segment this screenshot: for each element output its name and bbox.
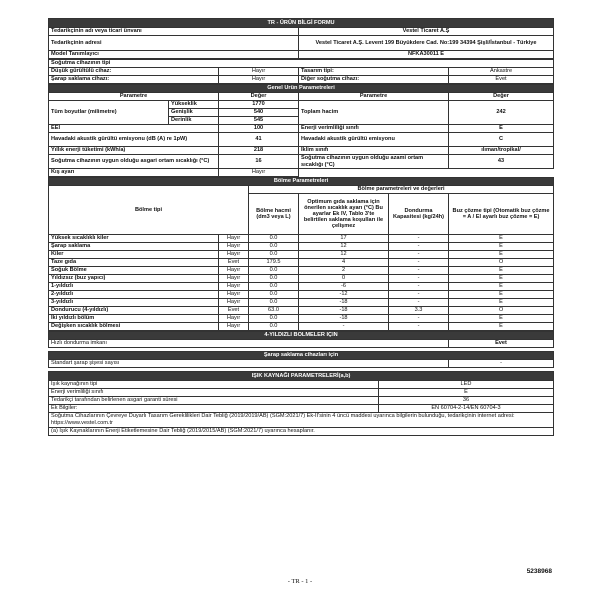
annual-energy-label: Yıllık enerji tüketimi (kWh/a) [49, 147, 219, 155]
general-col-param-2: Parametre [299, 93, 449, 101]
light-source-table [48, 371, 554, 436]
compartment-freeze: - [389, 275, 449, 283]
compartment-volume: 0.0 [249, 291, 299, 299]
compartment-name: Şarap saklama [49, 243, 219, 251]
compartment-present: Evet [219, 259, 249, 267]
table-row [49, 291, 554, 299]
compartment-temp: 12 [299, 243, 389, 251]
compartment-defrost: E [449, 315, 554, 323]
supplier-name-value: Vestel Ticaret A.Ş [299, 28, 554, 36]
table-row [49, 275, 554, 283]
compartment-present: Hayır [219, 275, 249, 283]
climate-class-value: ılıman/tropikal/ [449, 147, 554, 155]
total-volume-value: 242 [449, 101, 554, 125]
product-info-sheet [48, 18, 553, 436]
compartment-defrost: E [449, 235, 554, 243]
supplier-address-label: Tedarikçinin adresi [49, 36, 299, 51]
compartment-volume: 0.0 [249, 299, 299, 307]
compartment-group-header: Bölme parametreleri ve değerleri [249, 186, 554, 194]
compartment-freeze: - [389, 267, 449, 275]
model-value: NFKA30011 E [299, 51, 554, 59]
low-noise-label: Düşük gürültülü cihaz: [49, 68, 219, 76]
extra-info-value: EN 60704-2-14/EN 60704-3 [379, 405, 554, 413]
table-row [49, 307, 554, 315]
compartment-present: Hayır [219, 291, 249, 299]
compartment-defrost: O [449, 307, 554, 315]
page-number: - TR - 1 - [287, 578, 313, 585]
compartment-present: Hayır [219, 323, 249, 331]
compartment-name: Kiler [49, 251, 219, 259]
compartment-volume: 0.0 [249, 243, 299, 251]
table-row [49, 267, 554, 275]
energy-class-value: E [449, 125, 554, 133]
compartment-freeze: - [389, 283, 449, 291]
compartment-name: İki yıldızlı bölüm [49, 315, 219, 323]
compartment-temp-header: Optimum gıda saklama için önerilen sıcaklık ayarı (°C) Bu ayarlar Ek IV, Tablo 3'te belirtilen saklama koşulları ile çelişmez [299, 194, 389, 235]
compartment-defrost: E [449, 323, 554, 331]
compartment-name: Soğuk Bölme [49, 267, 219, 275]
blank-cell [299, 169, 554, 177]
wine-appliance-value: Hayır [219, 76, 299, 84]
total-volume-label: Toplam hacim [299, 101, 449, 125]
min-temp-label: Soğutma cihazının uygun olduğu asgari ortam sıcaklığı (°C) [49, 155, 219, 169]
compartment-temp: 2 [299, 267, 389, 275]
compartment-volume: 179.5 [249, 259, 299, 267]
light-section-title: IŞIK KAYNAĞI PARAMETRELERİ(a,b) [49, 372, 554, 381]
light-class-value: E [379, 389, 554, 397]
appliance-type-header: Soğutma cihazının tipi [49, 60, 554, 68]
compartment-defrost: E [449, 283, 554, 291]
compartment-temp: -18 [299, 315, 389, 323]
warranty-value: 36 [379, 397, 554, 405]
compartment-present: Hayır [219, 267, 249, 275]
appliance-type-table [48, 59, 554, 84]
fast-freeze-label: Hızlı dondurma imkanı [49, 340, 449, 348]
compartment-defrost-header: Buz çözme tipi (Otomatik buz çözme = A / El ayarlı buz çözme = E) [449, 194, 554, 235]
min-temp-value: 16 [219, 155, 299, 169]
compartment-volume: 63.0 [249, 307, 299, 315]
noise-class-label: Havadaki akustik gürültü emisyonu [299, 133, 449, 147]
light-class-label: Enerji verimliliği sınıfı [49, 389, 379, 397]
compartment-rows [49, 235, 554, 331]
low-noise-value: Hayır [219, 68, 299, 76]
table-row [49, 283, 554, 291]
design-type-label: Tasarım tipi: [299, 68, 449, 76]
table-row [49, 259, 554, 267]
compartment-type-header: Bölme tipi [49, 186, 249, 235]
compartment-name: Yıldızsız (buz yapıcı) [49, 275, 219, 283]
compartment-present: Hayır [219, 251, 249, 259]
noise-class-value: C [449, 133, 554, 147]
noise-label: Havadaki akustik gürültü emisyonu (dB (A) re 1pW) [49, 133, 219, 147]
compartment-volume: 0.0 [249, 323, 299, 331]
compartment-temp: -12 [299, 291, 389, 299]
compartment-temp: -18 [299, 299, 389, 307]
compartment-name: Dondurucu (4-yıldızlı) [49, 307, 219, 315]
compartment-defrost: E [449, 275, 554, 283]
table-row [49, 243, 554, 251]
compartment-volume: 0.0 [249, 283, 299, 291]
compartment-present: Hayır [219, 283, 249, 291]
compartment-freeze: - [389, 299, 449, 307]
light-type-label: Işık kaynağının tipi [49, 381, 379, 389]
compartment-volume: 0.0 [249, 235, 299, 243]
compartment-table [48, 177, 554, 331]
compartment-volume: 0.0 [249, 251, 299, 259]
width-value: 540 [219, 109, 299, 117]
energy-class-label: Enerji verimliliği sınıfı [299, 125, 449, 133]
compartment-temp: -6 [299, 283, 389, 291]
extra-info-label: Ek Bilgiler: [49, 405, 379, 413]
compartment-freeze: 3.3 [389, 307, 449, 315]
general-col-param: Parametre [49, 93, 219, 101]
annual-energy-value: 218 [219, 147, 299, 155]
general-col-value-2: Değer [449, 93, 554, 101]
general-col-value: Değer [219, 93, 299, 101]
compartment-present: Evet [219, 307, 249, 315]
compartment-freeze: - [389, 251, 449, 259]
compartment-volume: 0.0 [249, 315, 299, 323]
table-row [49, 235, 554, 243]
compartment-freeze: - [389, 259, 449, 267]
eei-label: EEI [49, 125, 219, 133]
depth-label: Derinlik [169, 117, 219, 125]
compartment-present: Hayır [219, 299, 249, 307]
supplier-address-value: Vestel Ticaret A.Ş. Levent 199 Büyükdere Cad. No:199 34394 Şişli/İstanbul - Türkiye [299, 36, 554, 51]
compartment-defrost: E [449, 267, 554, 275]
compartment-freeze: - [389, 315, 449, 323]
table-row [49, 323, 554, 331]
compartment-present: Hayır [219, 235, 249, 243]
compartment-temp: - [299, 323, 389, 331]
compartment-defrost: O [449, 259, 554, 267]
compartment-freeze-header: Dondurma Kapasitesi (kg/24h) [389, 194, 449, 235]
compartment-temp: 4 [299, 259, 389, 267]
other-appliance-label: Diğer soğutma cihazı: [299, 76, 449, 84]
compartment-defrost: E [449, 251, 554, 259]
eei-value: 100 [219, 125, 299, 133]
compartment-defrost: E [449, 299, 554, 307]
compartment-freeze: - [389, 243, 449, 251]
width-label: Genişlik [169, 109, 219, 117]
compartment-temp: 17 [299, 235, 389, 243]
other-appliance-value: Evet [449, 76, 554, 84]
table-row [49, 315, 554, 323]
compartment-freeze: - [389, 323, 449, 331]
height-label: Yükseklik [169, 101, 219, 109]
warranty-label: Tedarikçi tarafından belirlenen asgari garanti süresi [49, 397, 379, 405]
noise-value: 41 [219, 133, 299, 147]
light-type-value: LED [379, 381, 554, 389]
compartment-name: Yüksek sıcaklıklı kiler [49, 235, 219, 243]
fast-freeze-value: Evet [449, 340, 554, 348]
table-row [49, 299, 554, 307]
compartment-volume-header: Bölme hacmi (dm3 veya L) [249, 194, 299, 235]
wine-appliance-label: Şarap saklama cihazı: [49, 76, 219, 84]
compartment-name: 3-yıldızlı [49, 299, 219, 307]
compartment-section-title: Bölme Parametreleri [49, 178, 554, 186]
winter-setting-label: Kış ayarı [49, 169, 219, 177]
compartment-present: Hayır [219, 243, 249, 251]
compartment-temp: 12 [299, 251, 389, 259]
compartment-defrost: E [449, 243, 554, 251]
compartment-volume: 0.0 [249, 275, 299, 283]
compartment-freeze: - [389, 291, 449, 299]
dimensions-label: Tüm boyutlar (milimetre) [49, 101, 169, 125]
table-row [49, 251, 554, 259]
compartment-present: Hayır [219, 315, 249, 323]
compartment-name: Değişken sıcaklık bölmesi [49, 323, 219, 331]
four-star-section-title: 4-YILDIZLI BÖLMELER İÇİN [49, 332, 554, 340]
compartment-name: 1-yıldızlı [49, 283, 219, 291]
depth-value: 545 [219, 117, 299, 125]
document-code: 5238968 [526, 568, 552, 575]
general-parameters-table [48, 84, 554, 177]
four-star-table [48, 331, 554, 371]
height-value: 1770 [219, 101, 299, 109]
wine-bottle-label: Standart şarap şişesi sayısı [49, 360, 449, 368]
design-type-value: Ankastre [449, 68, 554, 76]
wine-bottle-value: - [449, 360, 554, 368]
footnote-light-regulation: (a) Işık Kaynaklarının Enerji Etiketlemesine Dair Tebliğ (2019/2015/AB) (SGM:2021/7) uyarınca hesaplanır. [49, 427, 554, 435]
compartment-defrost: E [449, 291, 554, 299]
footnote-supplier-website: Soğutma Cihazlarının Çevreye Duyarlı Tasarım Gereklilikleri Dair Tebliğ (2019/2019/AB) (SGM:2021/7) Ek-II'sinin 4 üncü maddesi uyarınca bilgilerin bulunduğu, tedarikçinin internet adresi: https://www.vestel.com.tr [49, 413, 554, 428]
form-title: TR - ÜRÜN BİLGİ FORMU [49, 19, 554, 28]
compartment-volume: 0.0 [249, 267, 299, 275]
compartment-name: Taze gıda [49, 259, 219, 267]
wine-section-title: Şarap saklama cihazları için [49, 352, 554, 360]
compartment-temp: 0 [299, 275, 389, 283]
climate-class-label: İklim sınıfı [299, 147, 449, 155]
max-temp-value: 43 [449, 155, 554, 169]
winter-setting-value: Hayır [219, 169, 299, 177]
supplier-table [48, 18, 554, 59]
supplier-name-label: Tedarikçinin adı veya ticari ünvanı [49, 28, 299, 36]
model-label: Model Tanımlayıcı [49, 51, 299, 59]
compartment-name: 2-yıldızlı [49, 291, 219, 299]
compartment-temp: -18 [299, 307, 389, 315]
compartment-freeze: - [389, 235, 449, 243]
general-section-title: Genel Ürün Parametreleri [49, 85, 554, 93]
max-temp-label: Soğutma cihazının uygun olduğu azami ortam sıcaklığı (°C) [299, 155, 449, 169]
